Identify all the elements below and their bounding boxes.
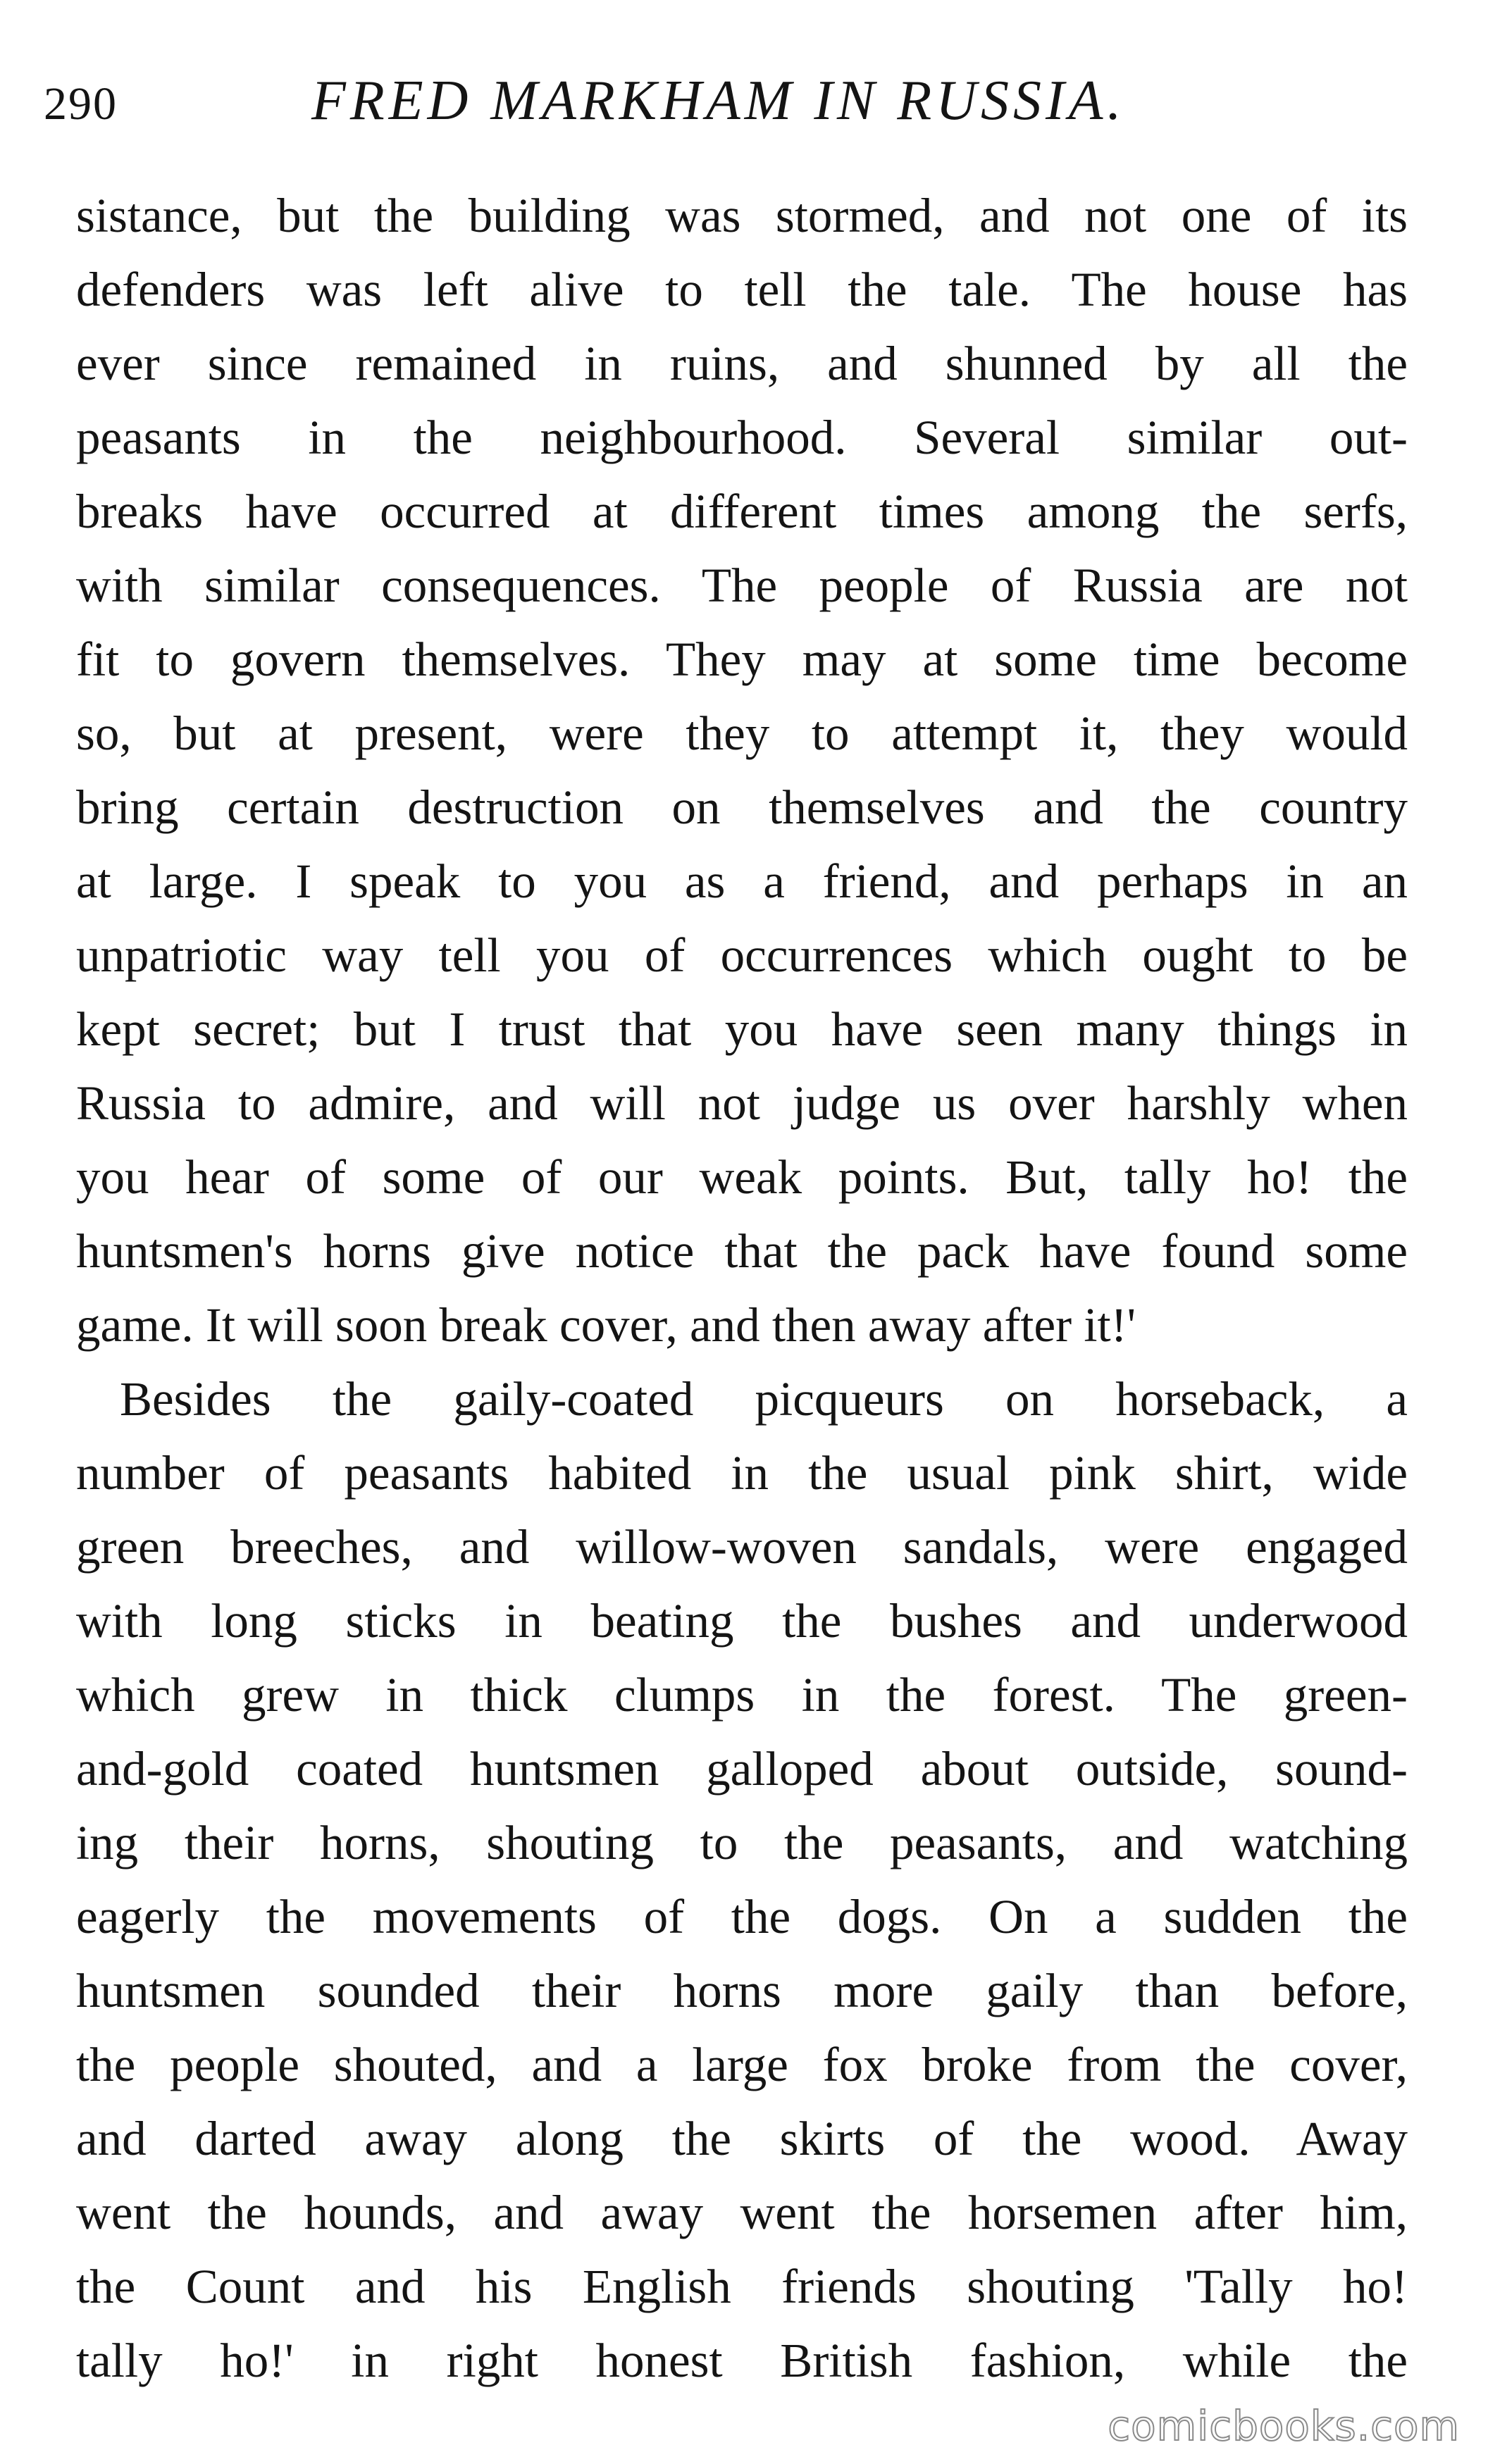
text-line: bring certain destruction on themselves and the country [76,780,1408,834]
text-line: went the hounds, and away went the horsemen after him, [76,2186,1408,2239]
text-line: huntsmen's horns give notice that the pack have found some [76,1224,1408,1278]
text-line: the Count and his English friends shouting 'Tally ho! [76,2260,1408,2313]
text-line: with similar consequences. The people of Russia are not [76,559,1408,612]
text-line: with long sticks in beating the bushes and underwood [76,1594,1408,1648]
text-line: sistance, but the building was stormed, and not one of its [76,189,1408,242]
text-line: and-gold coated huntsmen galloped about outside, sound- [76,1742,1408,1796]
text-line: kept secret; but I trust that you have seen many things in [76,1002,1408,1056]
text-line: green breeches, and willow-woven sandals, were engaged [76,1520,1408,1574]
text-line: number of peasants habited in the usual pink shirt, wide [76,1446,1408,1500]
text-line: game. It will soon break cover, and then away after it!' [76,1298,1136,1352]
text-line: unpatriotic way tell you of occurrences which ought to be [76,928,1408,982]
text-line: huntsmen sounded their horns more gaily than before, [76,1964,1408,2017]
text-line: you hear of some of our weak points. But, tally ho! the [76,1150,1408,1204]
watermark: comicbooks.com [1108,2402,1460,2450]
body-text [76,179,1408,2398]
text-line: peasants in the neighbourhood. Several similar out- [76,411,1408,464]
text-line: defenders was left alive to tell the tale. The house has [76,263,1408,316]
text-line: ever since remained in ruins, and shunned by all the [76,337,1408,390]
text-line: Russia to admire, and will not judge us over harshly when [76,1076,1408,1130]
text-line: Besides the gaily-coated picqueurs on horseback, a [120,1372,1408,1426]
text-line: the people shouted, and a large fox broke from the cover, [76,2038,1408,2091]
text-line: breaks have occurred at different times among the serfs, [76,485,1408,538]
running-title: FRED MARKHAM IN RUSSIA. [311,70,1126,132]
running-head [44,65,1418,149]
text-line: eagerly the movements of the dogs. On a sudden the [76,1890,1408,1943]
text-line: ing their horns, shouting to the peasants, and watching [76,1816,1408,1869]
text-line: at large. I speak to you as a friend, and perhaps in an [76,854,1408,908]
text-line: tally ho!' in right honest British fashion, while the [76,2334,1408,2387]
page-number: 290 [44,78,118,130]
text-line: and darted away along the skirts of the wood. Away [76,2112,1408,2165]
text-line: which grew in thick clumps in the forest. The green- [76,1668,1408,1722]
text-line: so, but at present, were they to attempt it, they would [76,707,1408,760]
text-line: fit to govern themselves. They may at some time become [76,633,1408,686]
